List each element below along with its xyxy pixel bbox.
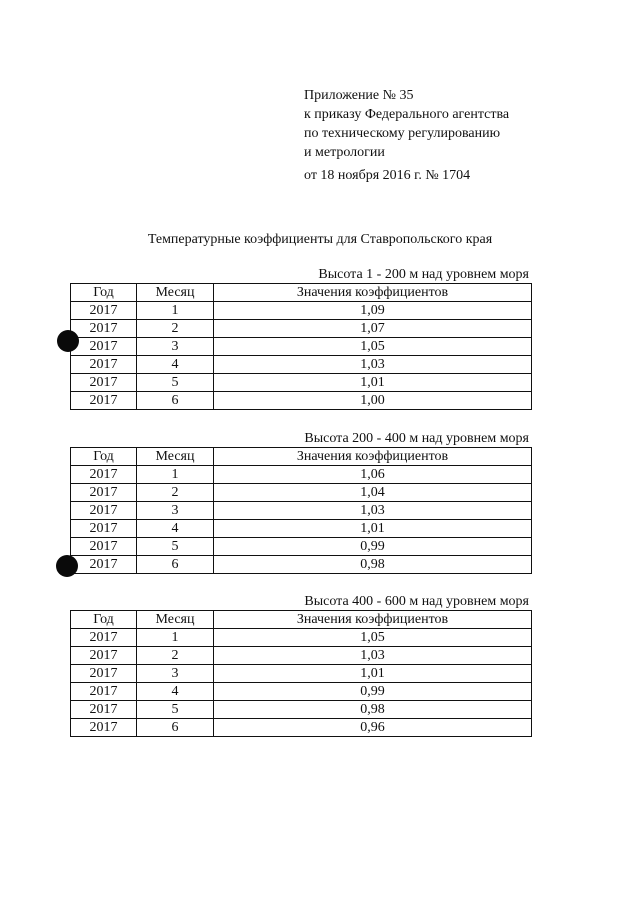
year-cell: 2017: [71, 484, 137, 502]
month-cell: 4: [137, 683, 214, 701]
month-cell: 2: [137, 647, 214, 665]
month-cell: 3: [137, 502, 214, 520]
appendix-date-line: от 18 ноября 2016 г. № 1704: [304, 168, 471, 183]
column-header-month: Месяц: [137, 284, 214, 302]
table-row: [71, 683, 532, 701]
table-row: [71, 701, 532, 719]
altitude-caption: Высота 400 - 600 м над уровнем моря: [304, 594, 529, 609]
table-header-row: [71, 284, 532, 302]
year-cell: 2017: [71, 466, 137, 484]
appendix-agency-line: по техническому регулированию: [304, 126, 501, 141]
table-row: [71, 520, 532, 538]
month-cell: 1: [137, 302, 214, 320]
value-cell: 1,01: [214, 665, 532, 683]
table-row: [71, 484, 532, 502]
appendix-number: Приложение № 35: [304, 88, 414, 103]
table-row: [71, 556, 532, 574]
table-row: [71, 647, 532, 665]
month-cell: 2: [137, 320, 214, 338]
month-cell: 6: [137, 556, 214, 574]
table-header-row: [71, 448, 532, 466]
year-cell: 2017: [71, 683, 137, 701]
appendix-header: [304, 86, 604, 185]
month-cell: 5: [137, 538, 214, 556]
altitude-section-2: [70, 430, 531, 574]
value-cell: 1,05: [214, 338, 532, 356]
column-header-value: Значения коэффициентов: [214, 284, 532, 302]
year-cell: 2017: [71, 320, 137, 338]
table-row: [71, 665, 532, 683]
month-cell: 3: [137, 338, 214, 356]
value-cell: 1,03: [214, 647, 532, 665]
table-row: [71, 466, 532, 484]
value-cell: 1,00: [214, 392, 532, 410]
column-header-value: Значения коэффициентов: [214, 448, 532, 466]
value-cell: 1,09: [214, 302, 532, 320]
table-row: [71, 374, 532, 392]
value-cell: 1,06: [214, 466, 532, 484]
value-cell: 0,99: [214, 683, 532, 701]
punch-hole-mark: [56, 555, 78, 577]
table-row: [71, 302, 532, 320]
document-title: Температурные коэффициенты для Ставропольского края: [147, 232, 493, 247]
column-header-month: Месяц: [137, 611, 214, 629]
year-cell: 2017: [71, 629, 137, 647]
appendix-order-line: к приказу Федерального агентства: [304, 107, 510, 122]
year-cell: 2017: [71, 502, 137, 520]
value-cell: 0,99: [214, 538, 532, 556]
table-row: [71, 502, 532, 520]
value-cell: 0,98: [214, 701, 532, 719]
value-cell: 1,01: [214, 520, 532, 538]
table-row: [71, 320, 532, 338]
table-header-row: [71, 611, 532, 629]
value-cell: 1,03: [214, 356, 532, 374]
table-row: [71, 356, 532, 374]
year-cell: 2017: [71, 302, 137, 320]
coefficients-table: [70, 283, 532, 410]
year-cell: 2017: [71, 374, 137, 392]
year-cell: 2017: [71, 538, 137, 556]
value-cell: 1,04: [214, 484, 532, 502]
value-cell: 0,96: [214, 719, 532, 737]
table-row: [71, 719, 532, 737]
appendix-metrology-line: и метрологии: [304, 145, 385, 160]
altitude-section-1: [70, 266, 531, 410]
year-cell: 2017: [71, 338, 137, 356]
coefficients-table: [70, 610, 532, 737]
month-cell: 1: [137, 466, 214, 484]
month-cell: 5: [137, 374, 214, 392]
year-cell: 2017: [71, 719, 137, 737]
year-cell: 2017: [71, 701, 137, 719]
table-row: [71, 392, 532, 410]
column-header-year: Год: [71, 611, 137, 629]
month-cell: 4: [137, 356, 214, 374]
value-cell: 1,07: [214, 320, 532, 338]
altitude-caption: Высота 200 - 400 м над уровнем моря: [304, 431, 529, 446]
month-cell: 6: [137, 719, 214, 737]
punch-hole-mark: [57, 330, 79, 352]
column-header-year: Год: [71, 284, 137, 302]
year-cell: 2017: [71, 556, 137, 574]
table-row: [71, 338, 532, 356]
month-cell: 5: [137, 701, 214, 719]
year-cell: 2017: [71, 647, 137, 665]
year-cell: 2017: [71, 356, 137, 374]
year-cell: 2017: [71, 665, 137, 683]
value-cell: 1,05: [214, 629, 532, 647]
value-cell: 0,98: [214, 556, 532, 574]
month-cell: 2: [137, 484, 214, 502]
table-row: [71, 629, 532, 647]
month-cell: 4: [137, 520, 214, 538]
year-cell: 2017: [71, 392, 137, 410]
month-cell: 6: [137, 392, 214, 410]
altitude-section-3: [70, 593, 531, 737]
month-cell: 3: [137, 665, 214, 683]
value-cell: 1,01: [214, 374, 532, 392]
column-header-year: Год: [71, 448, 137, 466]
month-cell: 1: [137, 629, 214, 647]
coefficients-table: [70, 447, 532, 574]
column-header-value: Значения коэффициентов: [214, 611, 532, 629]
value-cell: 1,03: [214, 502, 532, 520]
year-cell: 2017: [71, 520, 137, 538]
table-row: [71, 538, 532, 556]
altitude-caption: Высота 1 - 200 м над уровнем моря: [318, 267, 529, 282]
column-header-month: Месяц: [137, 448, 214, 466]
